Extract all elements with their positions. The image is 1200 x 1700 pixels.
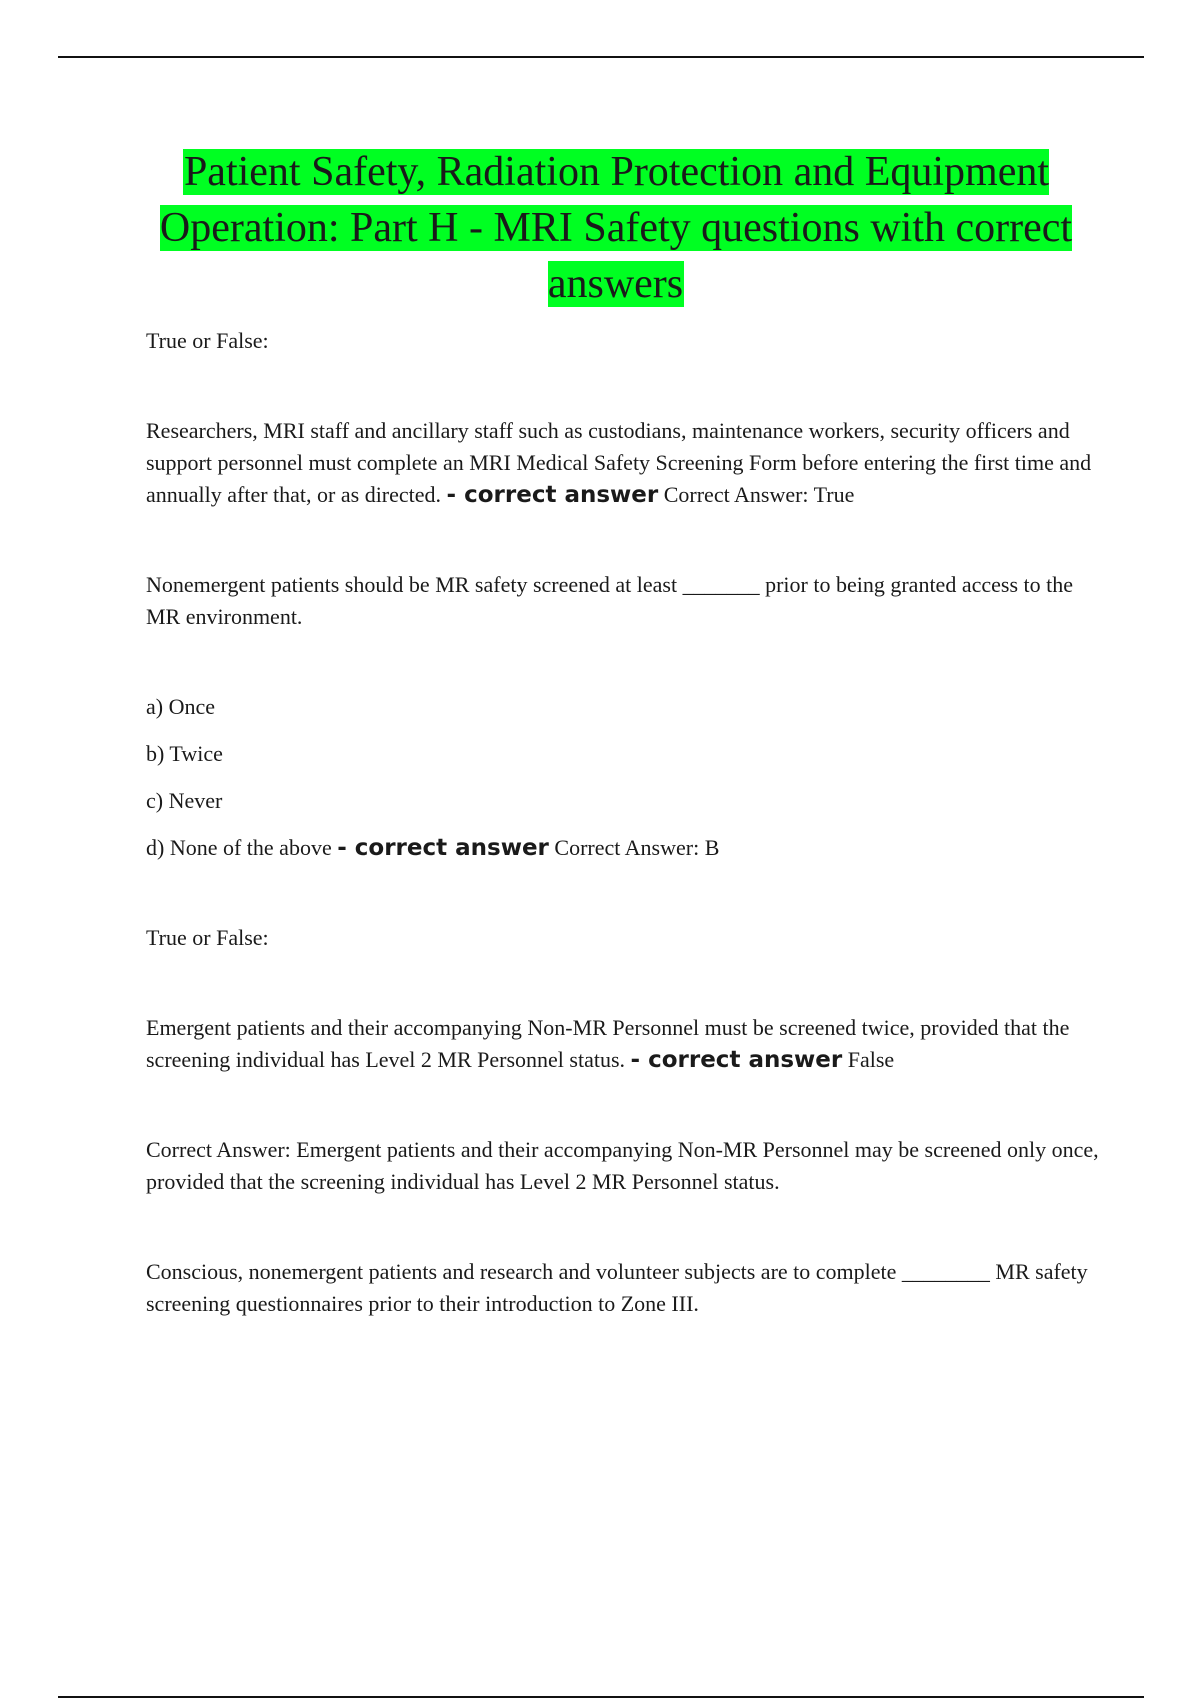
q1-block <box>146 415 1101 511</box>
footer-rule <box>58 1696 1144 1698</box>
q3-block <box>146 1012 1101 1076</box>
q2-body: Nonemergent patients should be MR safety screened at least _______ prior to being granted access to the MR environment. <box>146 572 1073 629</box>
q2-option-d: d) None of the above <box>146 835 332 860</box>
document-body <box>146 325 1101 1320</box>
q2-answer: Correct Answer: B <box>554 835 720 860</box>
header-rule <box>58 56 1144 58</box>
q4-body: Conscious, nonemergent patients and research and volunteer subjects are to complete ________ MR safety screening questionnaires prior to their introduction to Zone III. <box>146 1259 1088 1316</box>
q2-option-d-line <box>146 832 1101 864</box>
q1-body: Researchers, MRI staff and ancillary staff such as custodians, maintenance workers, security officers and support personnel must complete an MRI Medical Safety Screening Form before entering the first time and annually after that, or as directed. <box>146 418 1092 507</box>
title-highlight: Patient Safety, Radiation Protection and Equipment Operation: Part H - MRI Safety questions with correct answers <box>159 149 1073 307</box>
q3-prompt: True or False: <box>146 925 269 950</box>
q2-option-a: a) Once <box>146 694 216 719</box>
q1-prompt: True or False: <box>146 328 269 353</box>
q2-option-b: b) Twice <box>146 741 223 766</box>
q3-body: Emergent patients and their accompanying Non-MR Personnel must be screened twice, provided that the screening individual has Level 2 MR Personnel status. <box>146 1015 1070 1072</box>
correct-answer-marker: - correct answer <box>446 482 659 508</box>
correct-answer-marker: - correct answer <box>630 1047 843 1073</box>
q2-option-c: c) Never <box>146 788 223 813</box>
q3-explanation: Correct Answer: Emergent patients and their accompanying Non-MR Personnel may be screened only once, provided that the screening individual has Level 2 MR Personnel status. <box>146 1137 1099 1194</box>
correct-answer-marker: - correct answer <box>337 835 549 861</box>
document-title <box>120 144 1112 312</box>
q3-answer: False <box>847 1047 895 1072</box>
q1-answer: Correct Answer: True <box>663 482 855 507</box>
